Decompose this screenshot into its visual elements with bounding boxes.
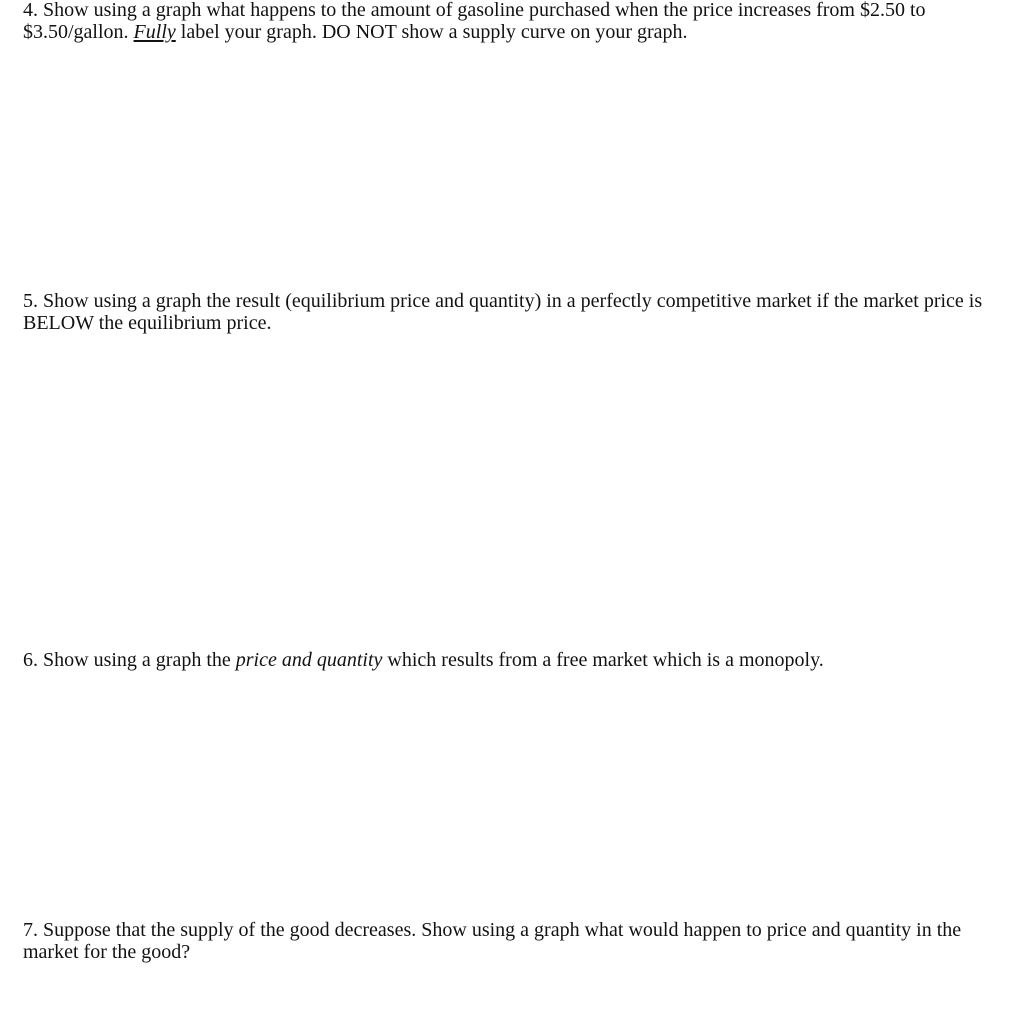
question-4 [23,0,1001,43]
question-7 [23,919,1001,963]
question-text-segment: label your graph. DO NOT show a supply curve on your graph. [175,21,688,43]
question-text-segment: 5. Show using a graph the result (equilibrium price and quantity) in a perfectly competitive market if the market price is [23,290,983,312]
question-4-line-2 [23,21,1001,43]
question-7-line-1 [23,919,1001,941]
question-text-segment: $3.50/gallon. [23,21,134,43]
question-text-segment: market for the good? [23,941,191,963]
question-5-line-1 [23,290,1001,312]
question-text-segment: 4. Show using a graph what happens to the amount of gasoline purchased when the price increases from $2.50 to [23,0,926,21]
question-text-segment: which results from a free market which is a monopoly. [382,649,824,671]
question-4-line-1 [23,0,1001,21]
question-text-segment: Fully [133,21,176,43]
question-7-line-2 [23,941,1001,963]
question-text-segment: BELOW the equilibrium price. [23,312,272,334]
question-6-line-1 [23,649,1001,671]
question-text-segment: 6. Show using a graph the [23,649,236,671]
question-6 [23,649,1001,671]
question-text-segment: 7. Suppose that the supply of the good decreases. Show using a graph what would happen to price and quantity in the [23,919,962,941]
question-5 [23,290,1001,334]
question-5-line-2 [23,312,1001,334]
question-text-segment: price and quantity [235,649,383,671]
